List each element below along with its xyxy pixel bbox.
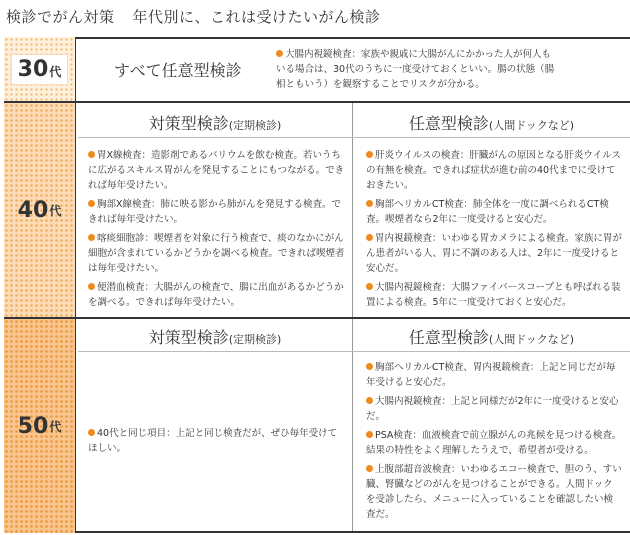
- list-item: [88, 426, 346, 456]
- header-taisaku-40: [78, 111, 352, 134]
- header-nini-text: 任意型検診: [408, 328, 489, 347]
- age-number-50: 50: [17, 413, 49, 439]
- note-30s-text: 大腸内視鏡検査：家族や親戚に大腸がんにかかった人が何人もいる場合は、30代のうちに一度受けておくといい。腸の状態（腸相ともいう）を観察することでリスクが分かる。: [276, 49, 555, 90]
- bullet-icon: [366, 283, 373, 290]
- screening-table: [4, 37, 630, 533]
- bullet-icon: [88, 429, 95, 436]
- bullet-icon: [366, 151, 373, 158]
- age-unit-50: 代: [49, 419, 62, 434]
- bullet-icon: [366, 465, 373, 472]
- age-cell-40: [4, 103, 76, 317]
- list-item: [366, 394, 622, 424]
- list-40-taisaku: [88, 148, 346, 314]
- bullet-icon: [366, 200, 373, 207]
- row-divider-bottom: [4, 531, 630, 533]
- list-item: [366, 197, 622, 227]
- note-30s: [276, 47, 556, 92]
- row-divider-top: [4, 37, 630, 39]
- header-taisaku-text: 対策型検診: [148, 114, 229, 133]
- age-number-40: 40: [17, 197, 49, 223]
- list-item: [366, 148, 622, 193]
- age-unit-40: 代: [49, 203, 62, 218]
- bullet-icon: [88, 200, 95, 207]
- header-divider-50: [78, 351, 630, 352]
- list-40-nini: [366, 148, 622, 314]
- list-item: [366, 428, 622, 458]
- list-item: [366, 462, 622, 522]
- header-nini-sub: (人間ドックなど): [488, 333, 575, 346]
- title-right: 年代別に、これは受けたいがん検診: [132, 8, 381, 26]
- header-taisaku-50: [78, 325, 352, 348]
- list-item-text: PSA検査：血液検査で前立腺がんの兆候を見つける検査。結果の特性をよく理解したうえで、希望者が受ける。: [366, 430, 622, 456]
- bullet-icon: [276, 50, 283, 57]
- bullet-icon: [88, 283, 95, 290]
- bullet-icon: [366, 363, 373, 370]
- list-item: [88, 197, 346, 227]
- list-item: [88, 231, 346, 276]
- age-cell-50: [4, 319, 76, 533]
- list-item-text: 胸部ヘリカルCT検査、胃内視鏡検査：上記と同じだが毎年受けると安心だ。: [366, 362, 616, 388]
- list-item-text: 大腸内視鏡検査：上記と同様だが2年に一度受けると安心だ。: [366, 396, 619, 422]
- list-item: [366, 360, 622, 390]
- row-divider-30-40: [4, 101, 630, 103]
- list-item: [366, 280, 622, 310]
- age-number-30: 30: [17, 56, 49, 82]
- list-50-taisaku: [88, 426, 346, 460]
- header-nini-40: [353, 111, 630, 134]
- list-item-text: 肝炎ウイルスの検査：肝臓がんの原因となる肝炎ウイルスの有無を検査。できれば症状が進む前の40代までに受けておきたい。: [366, 150, 621, 191]
- bullet-icon: [366, 431, 373, 438]
- list-item-text: 喀痰細胞診：喫煙者を対象に行う検査で、痰のなかにがん細胞が含まれているかどうかを調べる検査。できれば喫煙者は毎年受けたい。: [88, 233, 345, 274]
- list-item-text: 40代と同じ項目：上記と同じ検査だが、ぜひ毎年受けてほしい。: [88, 428, 338, 454]
- list-item-text: 胃X線検査：造影剤であるバリウムを飲む検査。若いうちに広がるスキルス胃がんを発見することにもつながる。できれば毎年受けたい。: [88, 150, 345, 191]
- age-cell-30: [4, 37, 76, 101]
- all-optional-label: すべて任意型検診: [114, 61, 242, 80]
- bullet-icon: [88, 234, 95, 241]
- header-divider-40: [78, 137, 630, 138]
- page-title: [6, 6, 381, 27]
- list-item: [366, 231, 622, 276]
- age-label-30: [11, 54, 69, 85]
- header-taisaku-sub: (定期検診): [228, 119, 282, 132]
- header-nini-50: [353, 325, 630, 348]
- bullet-icon: [366, 397, 373, 404]
- header-nini-sub: (人間ドックなど): [488, 119, 575, 132]
- title-left: 検診でがん対策: [6, 8, 115, 26]
- list-50-nini: [366, 360, 622, 526]
- bullet-icon: [88, 151, 95, 158]
- row-divider-40-50: [4, 317, 630, 319]
- header-taisaku-sub: (定期検診): [228, 333, 282, 346]
- list-item-text: 便潜血検査：大腸がんの検査で、腸に出血があるかどうかを調べる。できれば毎年受けたい。: [88, 282, 344, 308]
- list-item-text: 胸部X線検査：肺に映る影から肺がんを発見する検査。できれば毎年受けたい。: [88, 199, 342, 225]
- bullet-icon: [366, 234, 373, 241]
- header-taisaku-text: 対策型検診: [148, 328, 229, 347]
- list-item-text: 大腸内視鏡検査：大腸ファイバースコープとも呼ばれる装置による検査。5年に一度受けておくと安心だ。: [366, 282, 621, 308]
- header-nini-text: 任意型検診: [408, 114, 489, 133]
- list-item-text: 胸部ヘリカルCT検査：肺全体を一度に調べられるCT検査。喫煙者なら2年に一度受けると安心だ。: [366, 199, 609, 225]
- column-divider-40: [352, 103, 353, 317]
- list-item-text: 胃内視鏡検査：いわゆる胃カメラによる検査。家族に胃がん患者がいる人、胃に不調のある人は、2年に一度受けると安心だ。: [366, 233, 623, 274]
- list-item: [88, 280, 346, 310]
- list-item-text: 上腹部超音波検査：いわゆるエコー検査で、胆のう、すい臓、腎臓などのがんを見つけることができる。人間ドックを受診したら、メニューに入っていることを確認したい検査だ。: [366, 464, 622, 520]
- list-item: [88, 148, 346, 193]
- age-unit-30: 代: [49, 64, 62, 79]
